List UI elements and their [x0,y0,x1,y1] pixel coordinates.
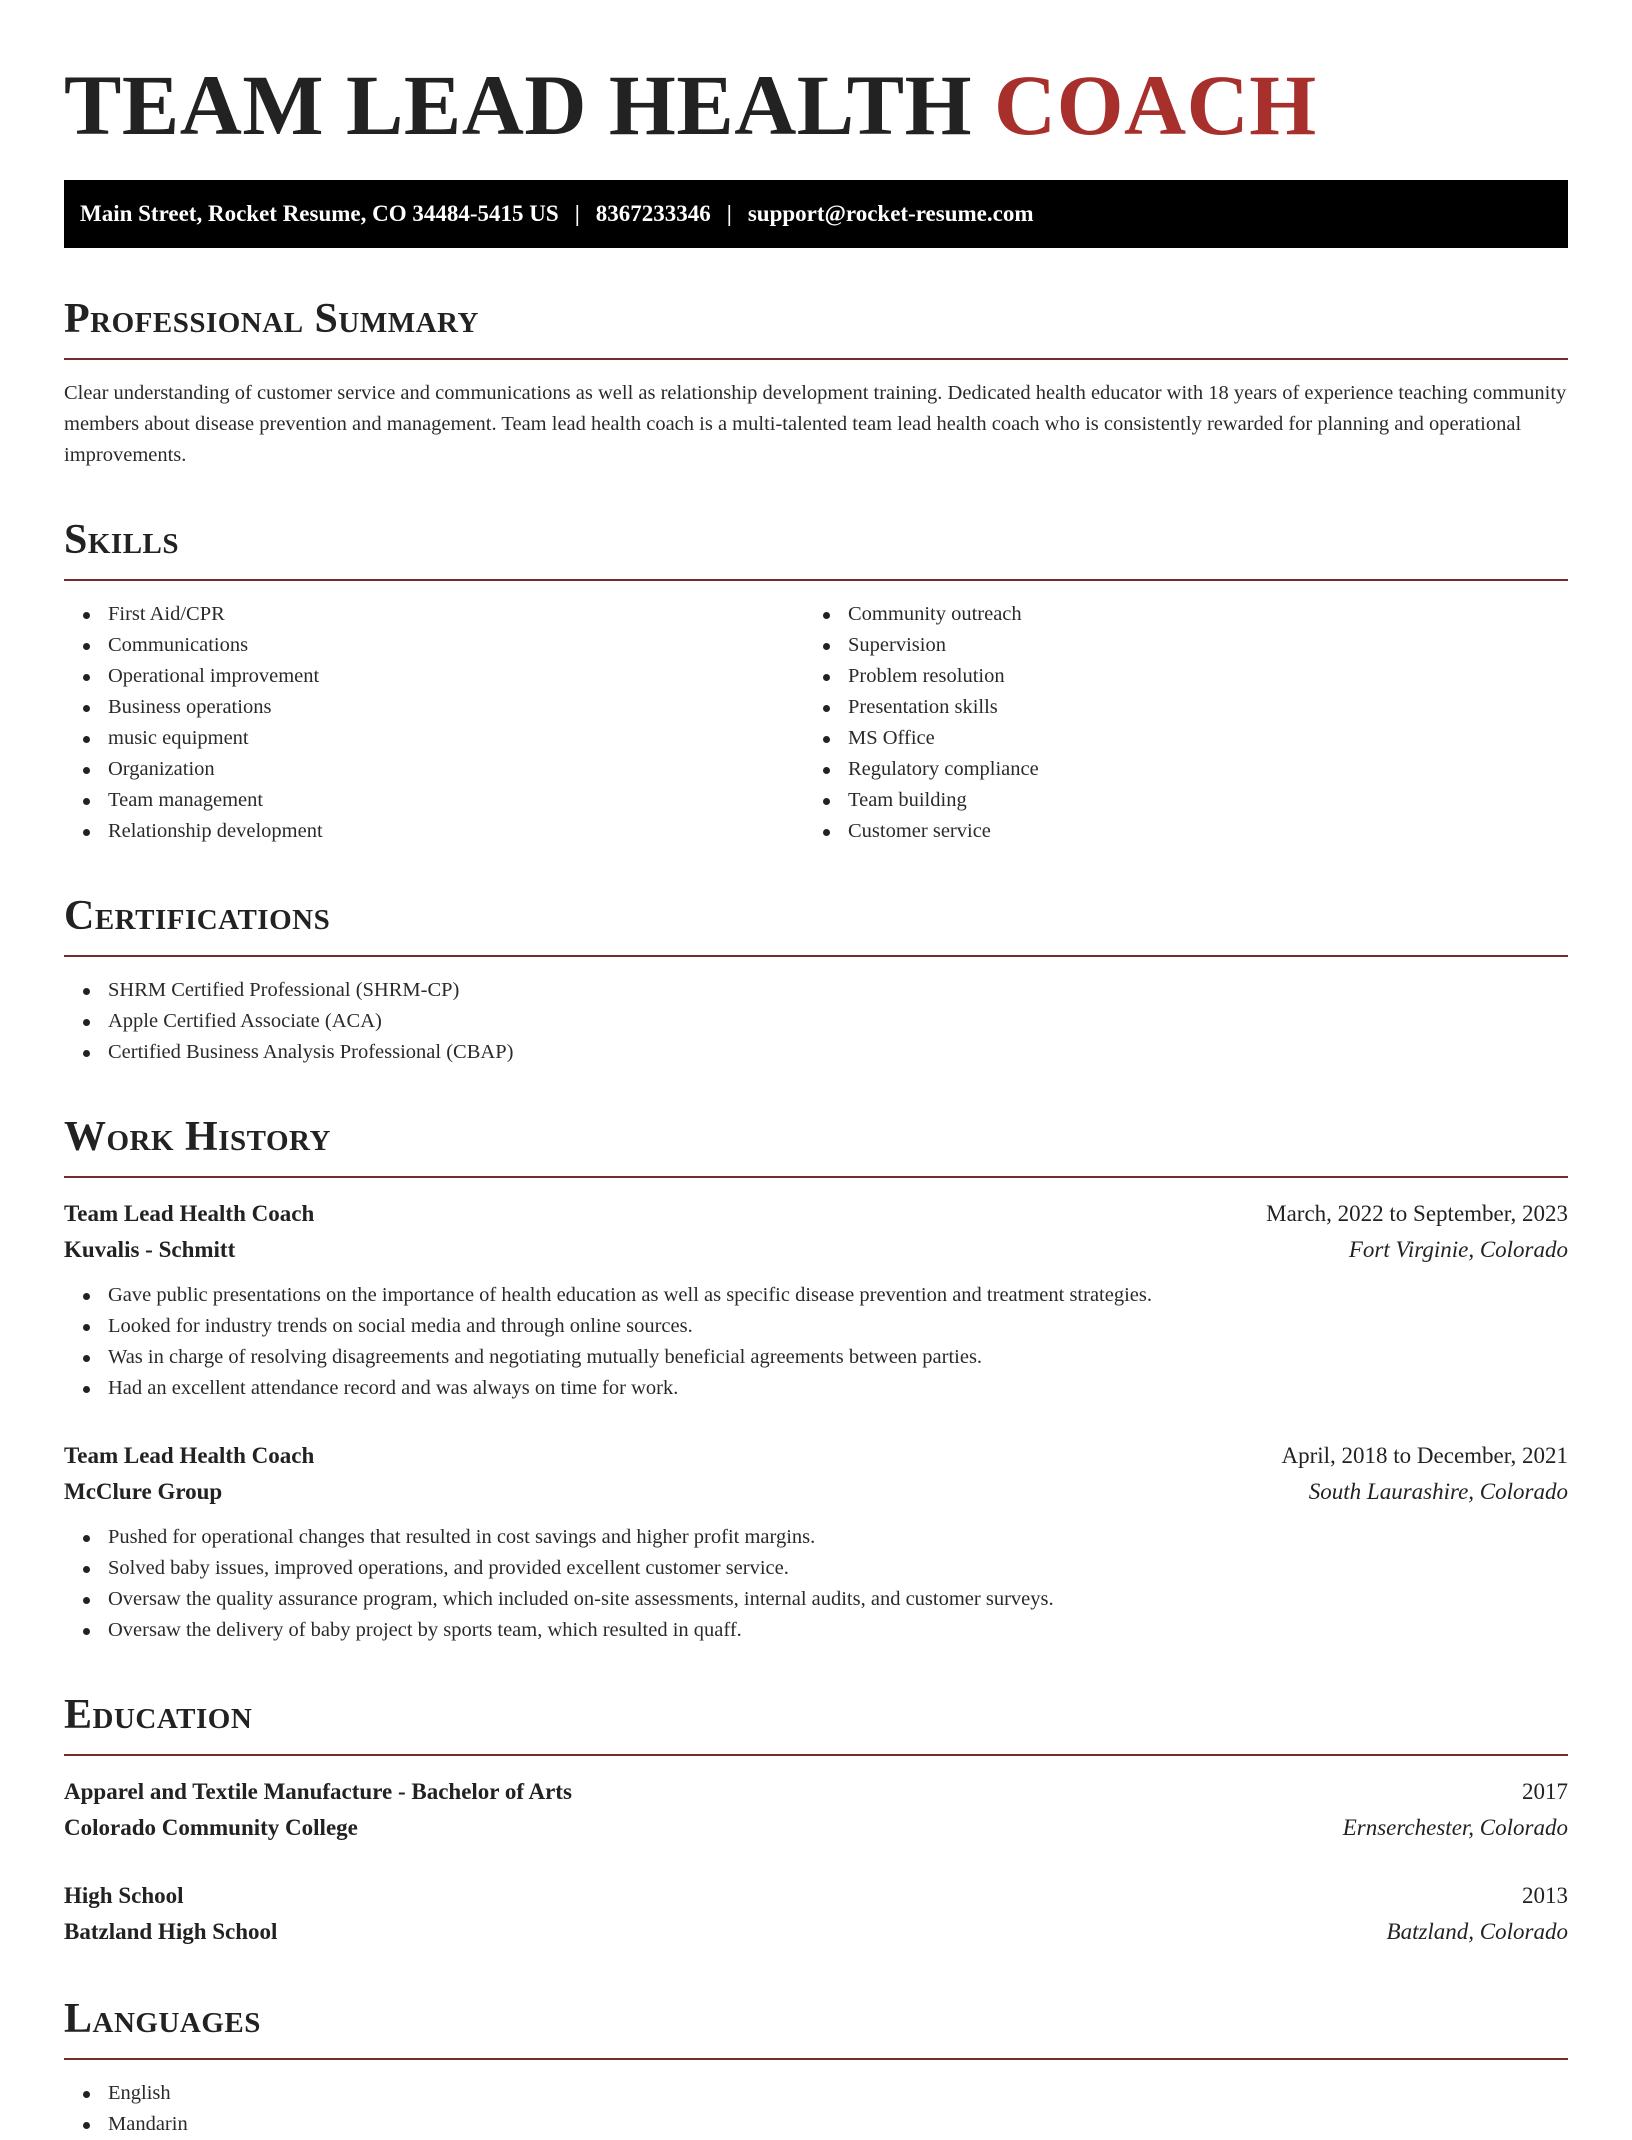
skills-section [64,519,1568,847]
section-title-certifications: Certifications [64,893,331,939]
skills-grid [64,599,1568,847]
contact-separator: | [574,201,580,226]
job-entry [64,1196,1568,1404]
education-location: Batzland, Colorado [1386,1919,1568,1944]
contact-phone: 8367233346 [595,201,711,226]
certifications-list [64,975,1568,1068]
job-company: Kuvalis - Schmitt [64,1237,236,1262]
job-location: Fort Virginie, Colorado [1348,1237,1568,1262]
name-main: TEAM LEAD HEALTH [64,57,973,153]
job-bullets [64,1522,1568,1646]
resume-name [64,57,1568,153]
skill-item: Operational improvement [64,661,804,692]
skill-item: Team management [64,785,804,816]
education-entry [64,1878,1568,1950]
education-school-row [64,1914,1568,1950]
education-section [64,1694,1568,1950]
contact-address: Main Street, Rocket Resume, CO 34484-5415 US [80,201,559,226]
language-item: Mandarin [64,2109,1568,2140]
languages-section [64,1998,1568,2140]
language-item: English [64,2078,1568,2109]
skill-item: Community outreach [804,599,1544,630]
skill-item: Relationship development [64,816,804,847]
section-divider [64,2058,1568,2060]
education-school: Colorado Community College [64,1815,358,1840]
job-company-row [64,1232,1568,1268]
certifications-section [64,895,1568,1068]
job-company-row [64,1474,1568,1510]
summary-section [64,298,1568,471]
certification-item: Apple Certified Associate (ACA) [64,1006,1568,1037]
job-bullet: Oversaw the delivery of baby project by sports team, which resulted in quaff. [64,1615,1568,1646]
skill-item: Supervision [804,630,1544,661]
education-degree: High School [64,1883,184,1908]
job-title: Team Lead Health Coach [64,1443,315,1468]
section-divider [64,955,1568,957]
skill-item: MS Office [804,723,1544,754]
skill-item: Problem resolution [804,661,1544,692]
job-bullet: Had an excellent attendance record and was always on time for work. [64,1373,1568,1404]
job-bullet: Looked for industry trends on social media and through online sources. [64,1311,1568,1342]
section-divider [64,1754,1568,1756]
languages-list [64,2078,1568,2140]
section-divider [64,358,1568,360]
job-header-row [64,1196,1568,1232]
education-degree-row [64,1878,1568,1914]
job-title: Team Lead Health Coach [64,1201,315,1226]
job-header-row [64,1438,1568,1474]
skill-item: Communications [64,630,804,661]
education-school: Batzland High School [64,1919,278,1944]
skill-item: Regulatory compliance [804,754,1544,785]
skill-item: Organization [64,754,804,785]
section-title-skills: Skills [64,517,180,563]
education-degree: Apparel and Textile Manufacture - Bachelor of Arts [64,1779,572,1804]
education-degree-row [64,1774,1568,1810]
job-dates: March, 2022 to September, 2023 [1266,1201,1568,1226]
education-location: Ernserchester, Colorado [1342,1815,1568,1840]
contact-separator: | [726,201,732,226]
contact-bar [64,180,1568,248]
skill-item: music equipment [64,723,804,754]
skills-list-right [804,599,1544,847]
section-title-education: Education [64,1692,253,1738]
summary-text: Clear understanding of customer service and communications as well as relationship development training. Dedicated health educator with 18 years of experience teaching community members about disease prevention and management. Team lead health coach is a multi-talented team lead health coach who is consistently rewarded for planning and operational improvements. [64,382,1567,466]
education-year: 2013 [1522,1883,1568,1908]
job-bullets [64,1280,1568,1404]
certification-item: SHRM Certified Professional (SHRM-CP) [64,975,1568,1006]
section-divider [64,1176,1568,1178]
contact-email[interactable]: support@rocket-resume.com [747,201,1034,226]
section-title-work-history: Work History [64,1114,331,1160]
section-title-languages: Languages [64,1996,261,2042]
job-bullet: Gave public presentations on the importance of health education as well as specific disease prevention and treatment strategies. [64,1280,1568,1311]
education-entry [64,1774,1568,1846]
job-location: South Laurashire, Colorado [1308,1479,1568,1504]
job-bullet: Pushed for operational changes that resulted in cost savings and higher profit margins. [64,1522,1568,1553]
section-title-summary: Professional Summary [64,296,479,342]
job-dates: April, 2018 to December, 2021 [1281,1443,1568,1468]
work-history-section [64,1116,1568,1646]
skills-list-left [64,599,804,847]
job-bullet: Was in charge of resolving disagreements and negotiating mutually beneficial agreements between parties. [64,1342,1568,1373]
education-year: 2017 [1522,1779,1568,1804]
name-accent: COACH [994,57,1317,153]
job-company: McClure Group [64,1479,223,1504]
skill-item: Team building [804,785,1544,816]
education-school-row [64,1810,1568,1846]
skill-item: Presentation skills [804,692,1544,723]
skill-item: Customer service [804,816,1544,847]
skill-item: First Aid/CPR [64,599,804,630]
job-entry [64,1438,1568,1646]
job-bullet: Solved baby issues, improved operations, and provided excellent customer service. [64,1553,1568,1584]
skill-item: Business operations [64,692,804,723]
certification-item: Certified Business Analysis Professional (CBAP) [64,1037,1568,1068]
section-divider [64,579,1568,581]
job-bullet: Oversaw the quality assurance program, which included on-site assessments, internal audits, and customer surveys. [64,1584,1568,1615]
